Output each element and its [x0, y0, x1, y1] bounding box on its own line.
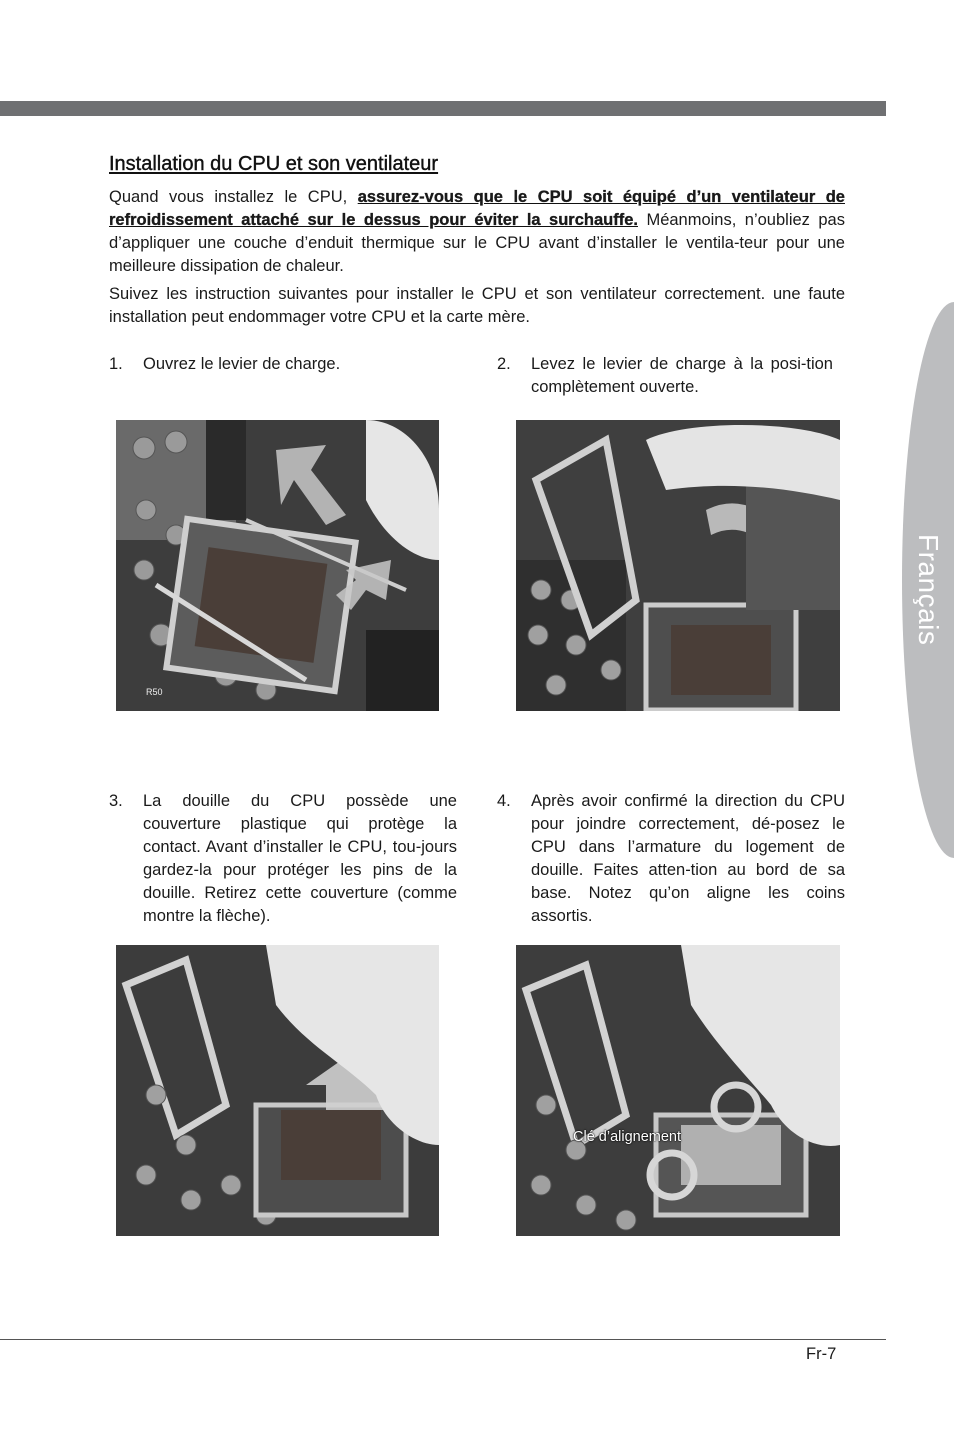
step-3	[109, 790, 457, 930]
intro-text-end: Méanmoins, n’oubliez pas d’appliquer une couche d’enduit thermique sur le CPU avant d’installer le ventila-teur pour une meilleure dissipation de chaleur.	[109, 211, 845, 275]
photo-raise-lever	[516, 420, 840, 711]
intro-warning: assurez-vous que le CPU soit équipé d’un ventilateur de refroidissement attaché sur le dessus pour éviter la surchauffe.	[109, 188, 845, 229]
step-text: La douille du CPU possède une couverture plastique qui protège la contact. Avant d’installer le CPU, tou-jours gardez-la pour protéger les pins de la douille. Retirez cette couverture (comme montre la flèche).	[143, 792, 457, 925]
step-2	[497, 353, 833, 403]
step-4	[497, 790, 845, 930]
step-text: Levez le levier de charge à la posi-tion complètement ouverte.	[531, 355, 833, 396]
header-bar	[0, 101, 886, 116]
intro-text-start: Quand vous installez le CPU,	[109, 188, 358, 206]
step-text: Après avoir confirmé la direction du CPU pour joindre correctement, dé-posez le CPU dans l’armature du logement de douille. Faites atten-tion au bord de sa base. Notez qu’on aligne les coins assortis.	[531, 792, 845, 925]
step-number: 2.	[497, 355, 511, 373]
alignment-key-label: Clé d’alignement	[573, 1129, 682, 1145]
step-1	[109, 353, 459, 383]
footer-rule	[0, 1339, 886, 1340]
board-label: R50	[146, 687, 163, 697]
step-text: Ouvrez le levier de charge.	[143, 355, 341, 373]
instructions-paragraph: Suivez les instruction suivantes pour installer le CPU et son ventilateur correctement. une faute installation peut endommager votre CPU et la carte mère.	[109, 285, 845, 326]
photo-raise-lever-illustration	[516, 420, 840, 711]
step-number: 4.	[497, 792, 511, 810]
step-number: 3.	[109, 792, 123, 810]
step-number: 1.	[109, 355, 123, 373]
language-tab-label: Français	[913, 534, 944, 646]
photo-place-cpu-illustration	[516, 945, 840, 1236]
photo-remove-cover-illustration	[116, 945, 439, 1236]
photo-open-lever-illustration	[116, 420, 439, 711]
photo-place-cpu	[516, 945, 840, 1236]
photo-remove-cover	[116, 945, 439, 1236]
page-number: Fr-7	[806, 1345, 837, 1363]
photo-open-lever	[116, 420, 439, 711]
section-title: Installation du CPU et son ventilateur	[109, 153, 439, 175]
intro-paragraph	[109, 186, 845, 278]
